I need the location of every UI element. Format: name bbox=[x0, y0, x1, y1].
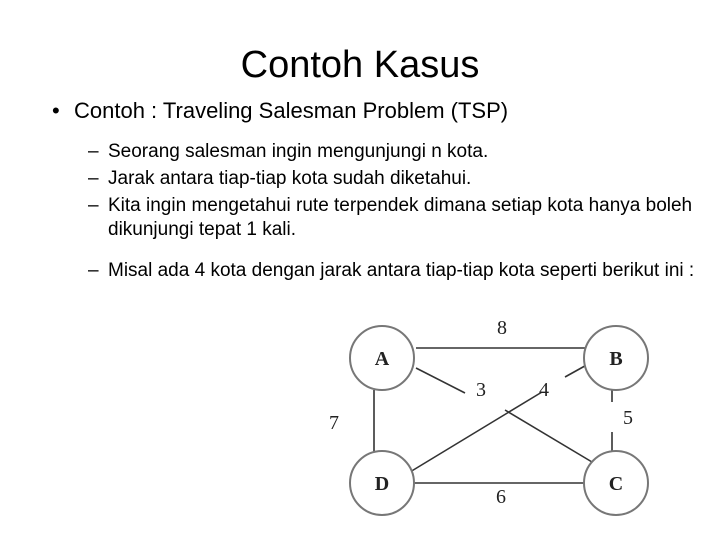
slide-title: Contoh Kasus bbox=[240, 44, 480, 86]
tsp-graph bbox=[320, 310, 680, 540]
dash-marker: – bbox=[88, 260, 99, 281]
edge-b-d bbox=[410, 392, 542, 472]
edge-weight-b-d: 4 bbox=[539, 379, 549, 401]
node-b-label: B bbox=[609, 348, 623, 370]
bullet-marker: • bbox=[52, 98, 60, 123]
dash-marker: – bbox=[88, 141, 99, 162]
sub-item-text: Seorang salesman ingin mengunjungi n kota. bbox=[108, 141, 489, 162]
sub-item-text: Kita ingin mengetahui rute terpendek dimana setiap kota hanya boleh dikunjungi tepat 1 kali. bbox=[108, 195, 693, 240]
node-d-label: D bbox=[374, 473, 390, 495]
edge-weight-d-c: 6 bbox=[496, 486, 506, 508]
edge-a-c bbox=[416, 368, 465, 393]
edge-weight-a-b: 8 bbox=[497, 317, 507, 339]
dash-marker: – bbox=[88, 195, 99, 216]
sub-item-text: Misal ada 4 kota dengan jarak antara tiap-tiap kota seperti berikut ini : bbox=[108, 260, 695, 281]
node-a-label: A bbox=[374, 348, 390, 370]
edge-weight-a-d: 7 bbox=[329, 412, 339, 434]
sub-item-text: Jarak antara tiap-tiap kota sudah diketahui. bbox=[108, 168, 472, 189]
edge-a-c bbox=[505, 410, 592, 462]
edge-weight-b-c: 5 bbox=[623, 407, 633, 429]
node-c-label: C bbox=[608, 473, 624, 495]
edge-weight-a-c: 3 bbox=[476, 379, 486, 401]
dash-marker: – bbox=[88, 168, 99, 189]
main-bullet-text: Contoh : Traveling Salesman Problem (TSP) bbox=[74, 98, 509, 123]
